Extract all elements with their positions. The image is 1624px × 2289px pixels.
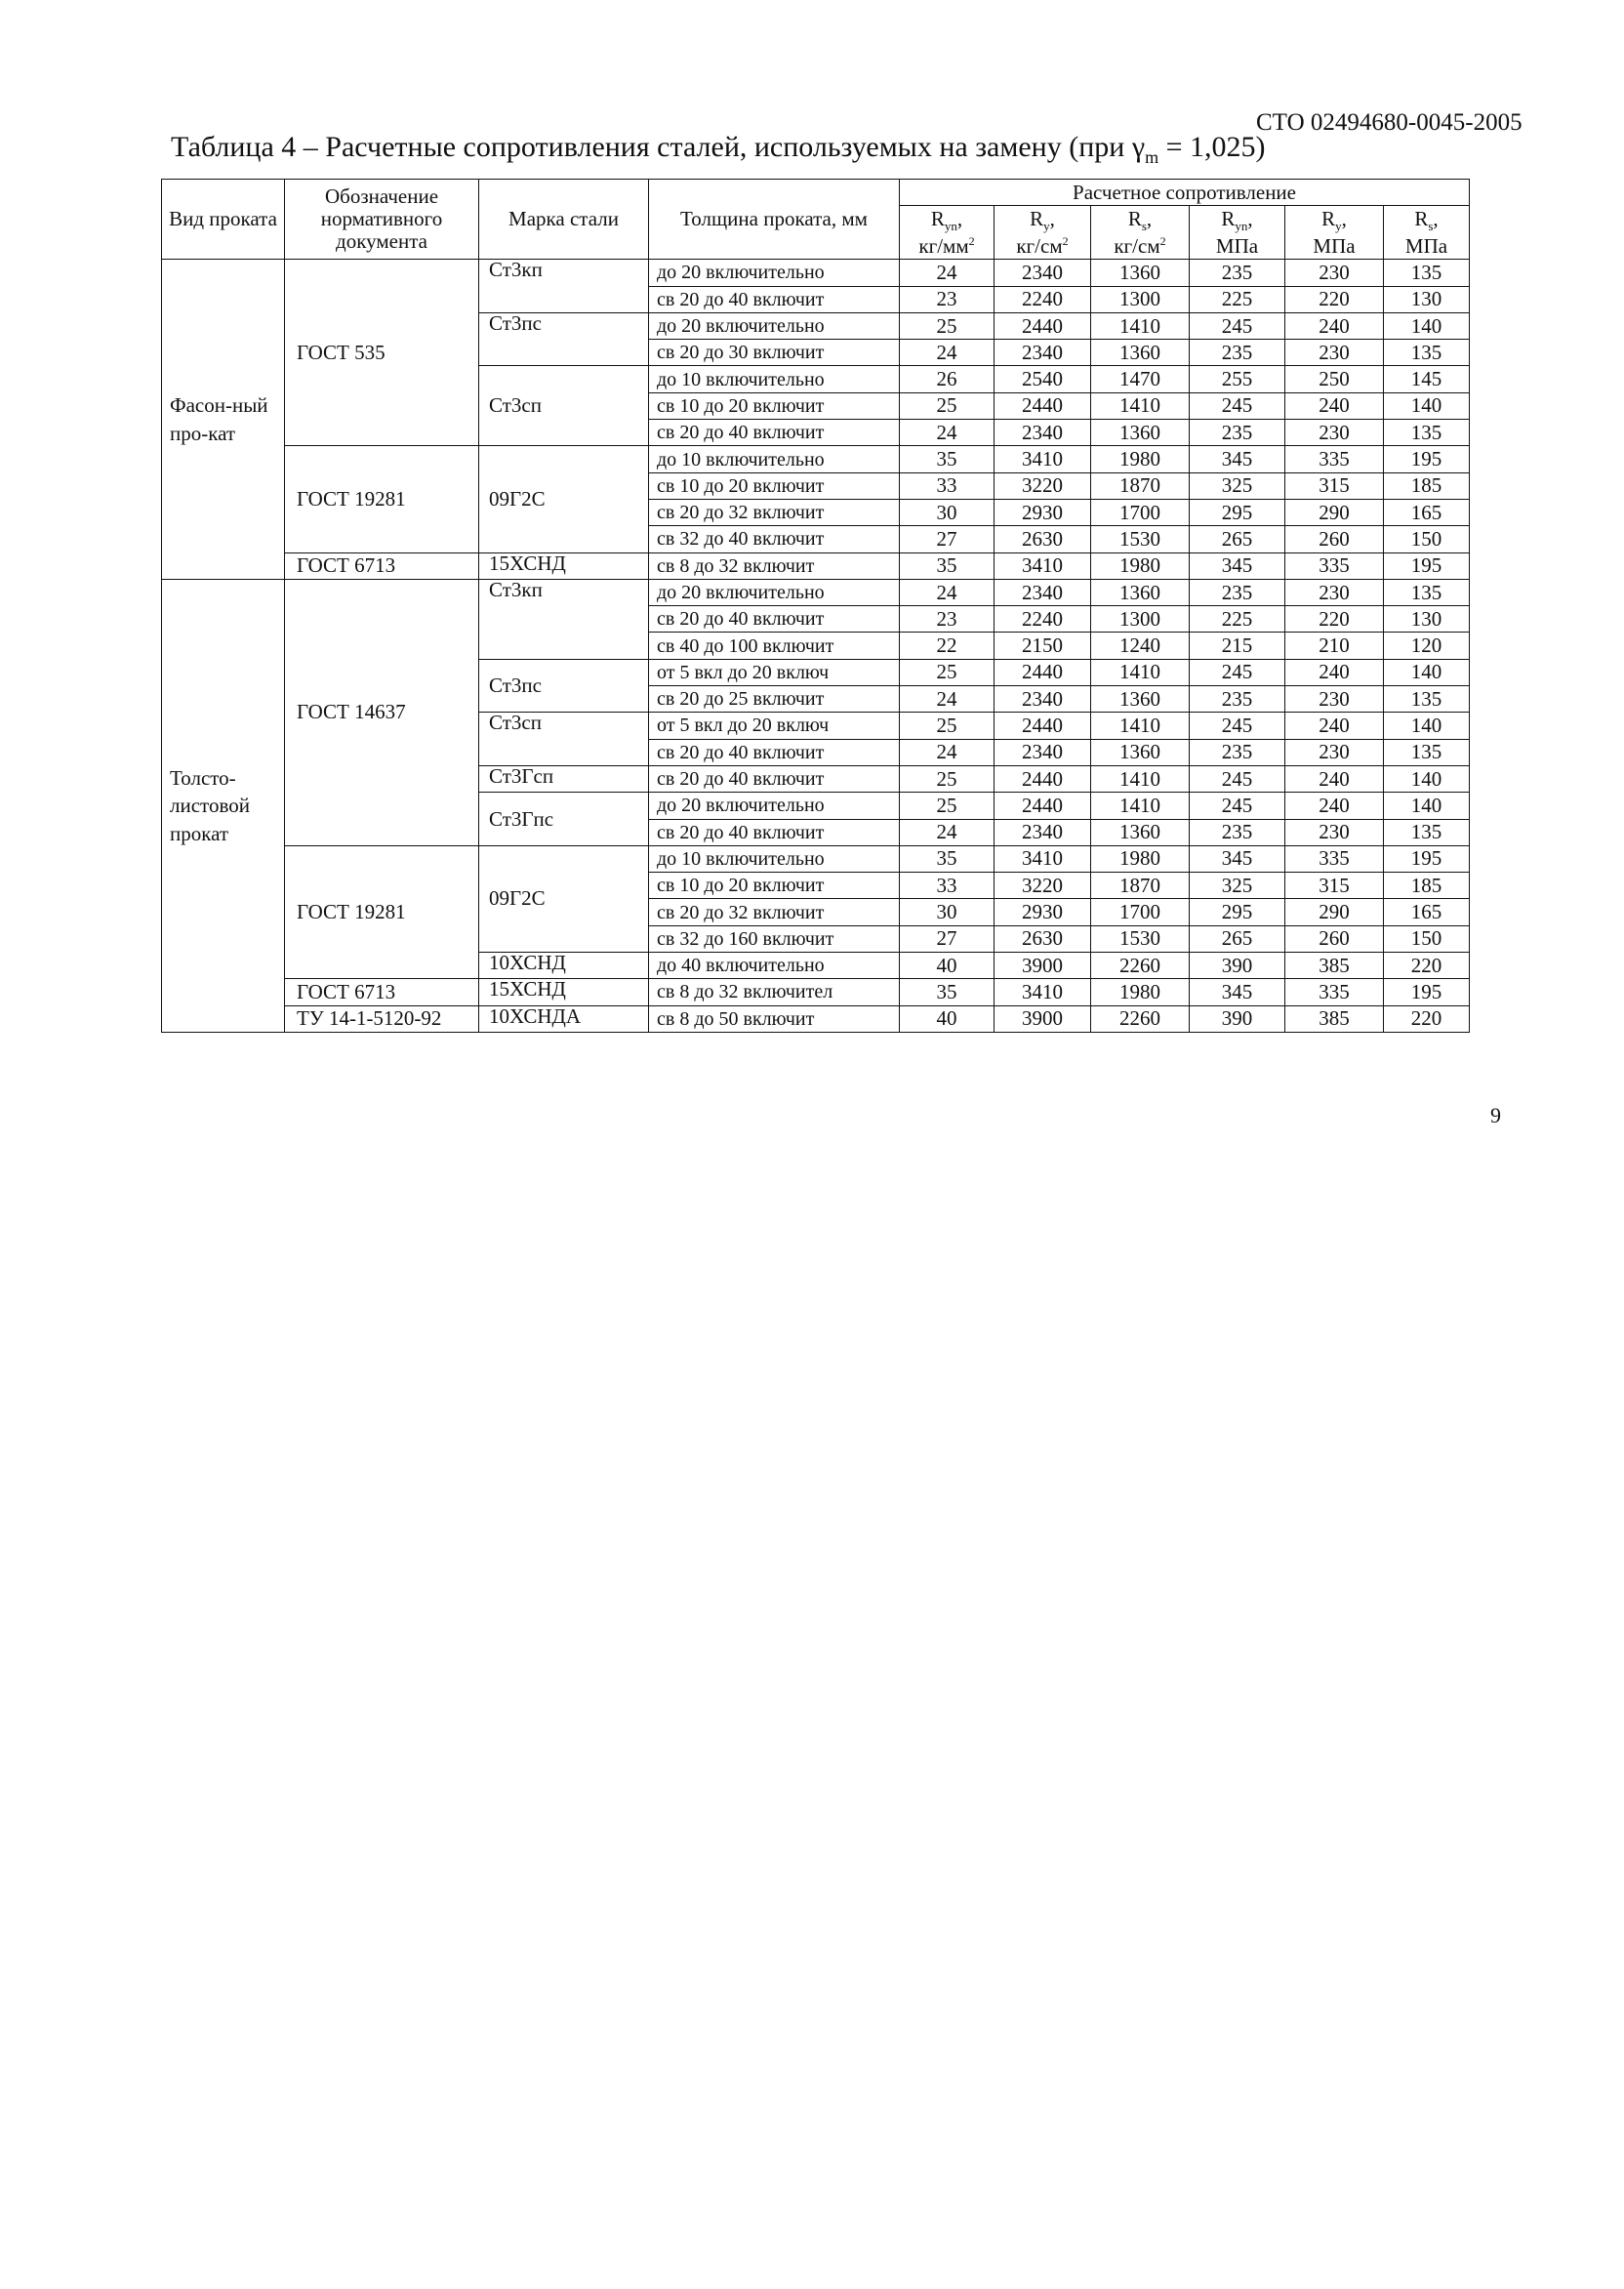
value-cell: 235 [1190,420,1285,446]
value-cell: 2260 [1091,953,1190,979]
value-cell: 2150 [995,633,1091,659]
value-cell: 1410 [1091,312,1190,339]
value-cell: 185 [1384,472,1470,499]
value-cell: 2440 [995,392,1091,419]
value-cell: 245 [1190,713,1285,739]
value-cell: 235 [1190,739,1285,765]
value-cell: 33 [900,873,995,899]
standard-cell: ГОСТ 14637 [285,579,479,845]
value-cell: 325 [1190,472,1285,499]
standard-cell: ГОСТ 6713 [285,979,479,1005]
caption-prefix: Таблица 4 – Расчетные сопротивления сталей, используемых на замену (при γ [171,131,1146,163]
table-row [162,579,1470,605]
value-cell: 260 [1285,925,1384,952]
value-cell: 2630 [995,925,1091,952]
value-cell: 2440 [995,713,1091,739]
thickness-cell: от 5 вкл до 20 включ [649,713,900,739]
value-cell: 315 [1285,873,1384,899]
value-cell: 1700 [1091,499,1190,525]
value-cell: 230 [1285,819,1384,845]
thickness-cell: до 20 включительно [649,260,900,286]
steel-grade-cell: 15ХСНД [479,552,649,579]
value-cell: 2440 [995,312,1091,339]
steel-grade-cell: Ст3Гпс [479,793,649,846]
value-cell: 25 [900,713,995,739]
value-cell: 235 [1190,260,1285,286]
thickness-cell: св 20 до 32 включит [649,499,900,525]
value-cell: 1870 [1091,873,1190,899]
value-cell: 345 [1190,446,1285,472]
value-cell: 390 [1190,953,1285,979]
value-cell: 1980 [1091,979,1190,1005]
value-cell: 2630 [995,526,1091,552]
head-col-1: $R_y$, $кг/см^2$ [995,206,1091,260]
steel-grade-cell: 10ХСНД [479,953,649,979]
head-grade: Марка стали [479,180,649,260]
value-cell: 1360 [1091,579,1190,605]
value-cell: 1410 [1091,765,1190,792]
value-cell: 2440 [995,659,1091,685]
value-cell: 1470 [1091,366,1190,392]
thickness-cell: св 32 до 160 включит [649,925,900,952]
value-cell: 24 [900,686,995,713]
value-cell: 2440 [995,793,1091,819]
value-cell: 120 [1384,633,1470,659]
value-cell: 2340 [995,819,1091,845]
value-cell: 23 [900,286,995,312]
value-cell: 325 [1190,873,1285,899]
value-cell: 345 [1190,845,1285,872]
value-cell: 235 [1190,686,1285,713]
value-cell: 150 [1384,925,1470,952]
value-cell: 335 [1285,979,1384,1005]
value-cell: 2930 [995,499,1091,525]
value-cell: 1360 [1091,686,1190,713]
value-cell: 2240 [995,606,1091,633]
value-cell: 195 [1384,845,1470,872]
value-cell: 140 [1384,392,1470,419]
value-cell: 2240 [995,286,1091,312]
value-cell: 195 [1384,446,1470,472]
value-cell: 245 [1190,793,1285,819]
value-cell: 255 [1190,366,1285,392]
value-cell: 135 [1384,579,1470,605]
thickness-cell: св 40 до 100 включит [649,633,900,659]
value-cell: 140 [1384,765,1470,792]
head-row-1 [162,180,1470,206]
thickness-cell: до 20 включительно [649,793,900,819]
value-cell: 335 [1285,845,1384,872]
value-cell: 390 [1190,1005,1285,1032]
value-cell: 25 [900,659,995,685]
value-cell: 1410 [1091,392,1190,419]
value-cell: 24 [900,260,995,286]
value-cell: 1980 [1091,552,1190,579]
value-cell: 27 [900,925,995,952]
value-cell: 225 [1190,286,1285,312]
thickness-cell: св 10 до 20 включит [649,392,900,419]
rolled-kind-cell: Фасон-ный про-кат [162,260,285,580]
value-cell: 3410 [995,979,1091,1005]
value-cell: 265 [1190,925,1285,952]
table-body [162,260,1470,1033]
value-cell: 245 [1190,392,1285,419]
value-cell: 3410 [995,446,1091,472]
value-cell: 235 [1190,340,1285,366]
value-cell: 225 [1190,606,1285,633]
page-number: 9 [1490,1103,1501,1127]
table-row [162,845,1470,872]
value-cell: 290 [1285,899,1384,925]
thickness-cell: до 10 включительно [649,366,900,392]
thickness-cell: до 20 включительно [649,312,900,339]
caption-suffix: = 1,025) [1158,131,1266,163]
value-cell: 2260 [1091,1005,1190,1032]
value-cell: 235 [1190,579,1285,605]
value-cell: 230 [1285,260,1384,286]
value-cell: 220 [1384,1005,1470,1032]
head-col-3: $R_{yn}$, МПа [1190,206,1285,260]
value-cell: 1870 [1091,472,1190,499]
thickness-cell: до 10 включительно [649,446,900,472]
standard-cell: ГОСТ 19281 [285,446,479,552]
table-row [162,260,1470,286]
value-cell: 3900 [995,953,1091,979]
value-cell: 130 [1384,286,1470,312]
thickness-cell: св 8 до 50 включит [649,1005,900,1032]
value-cell: 24 [900,420,995,446]
value-cell: 25 [900,312,995,339]
standard-cell: ГОСТ 19281 [285,845,479,978]
value-cell: 35 [900,446,995,472]
value-cell: 345 [1190,552,1285,579]
head-col-4: $R_y$, МПа [1285,206,1384,260]
head-col-5: $R_s$, МПа [1384,206,1470,260]
value-cell: 1360 [1091,340,1190,366]
value-cell: 165 [1384,899,1470,925]
value-cell: 335 [1285,552,1384,579]
value-cell: 2340 [995,420,1091,446]
steel-grade-cell: 09Г2С [479,845,649,952]
steel-grade-cell: Ст3сп [479,713,649,766]
value-cell: 135 [1384,420,1470,446]
value-cell: 24 [900,340,995,366]
steel-grade-cell: Ст3пс [479,659,649,713]
value-cell: 1360 [1091,739,1190,765]
value-cell: 25 [900,392,995,419]
standard-cell: ГОСТ 535 [285,260,479,446]
value-cell: 40 [900,953,995,979]
value-cell: 245 [1190,312,1285,339]
value-cell: 1410 [1091,713,1190,739]
thickness-cell: от 5 вкл до 20 включ [649,659,900,685]
thickness-cell: св 8 до 32 включител [649,979,900,1005]
value-cell: 240 [1285,713,1384,739]
value-cell: 23 [900,606,995,633]
value-cell: 230 [1285,340,1384,366]
value-cell: 35 [900,552,995,579]
steel-grade-cell: Ст3Гсп [479,765,649,792]
table-caption [171,131,1266,168]
value-cell: 260 [1285,526,1384,552]
value-cell: 24 [900,819,995,845]
thickness-cell: до 10 включительно [649,845,900,872]
value-cell: 230 [1285,686,1384,713]
standard-cell: ГОСТ 6713 [285,552,479,579]
steel-grade-cell: 15ХСНД [479,979,649,1005]
value-cell: 1530 [1091,925,1190,952]
value-cell: 30 [900,899,995,925]
table-head [162,180,1470,260]
head-col-2: $R_s$, $кг/см^2$ [1091,206,1190,260]
value-cell: 1360 [1091,420,1190,446]
thickness-cell: св 10 до 20 включит [649,873,900,899]
value-cell: 385 [1285,953,1384,979]
steel-grade-cell: Ст3сп [479,366,649,446]
value-cell: 33 [900,472,995,499]
value-cell: 22 [900,633,995,659]
value-cell: 135 [1384,260,1470,286]
head-thickness: Толщина проката, мм [649,180,900,260]
value-cell: 24 [900,579,995,605]
value-cell: 145 [1384,366,1470,392]
steel-grade-cell: Ст3кп [479,579,649,659]
value-cell: 2340 [995,260,1091,286]
document-code: СТО 02494680-0045-2005 [1256,109,1522,136]
value-cell: 335 [1285,446,1384,472]
thickness-cell: св 20 до 30 включит [649,340,900,366]
value-cell: 2930 [995,899,1091,925]
value-cell: 1240 [1091,633,1190,659]
value-cell: 1360 [1091,819,1190,845]
rolled-kind-cell: Толсто-листовой прокат [162,579,285,1032]
value-cell: 3900 [995,1005,1091,1032]
value-cell: 1530 [1091,526,1190,552]
value-cell: 3410 [995,552,1091,579]
value-cell: 3220 [995,472,1091,499]
value-cell: 27 [900,526,995,552]
value-cell: 150 [1384,526,1470,552]
value-cell: 135 [1384,340,1470,366]
thickness-cell: св 20 до 32 включит [649,899,900,925]
head-kind: Вид проката [162,180,285,260]
value-cell: 2540 [995,366,1091,392]
thickness-cell: св 20 до 40 включит [649,606,900,633]
steel-grade-cell: Ст3кп [479,260,649,313]
value-cell: 230 [1285,579,1384,605]
value-cell: 2340 [995,739,1091,765]
value-cell: 2340 [995,340,1091,366]
value-cell: 295 [1190,899,1285,925]
value-cell: 25 [900,793,995,819]
value-cell: 1700 [1091,899,1190,925]
value-cell: 265 [1190,526,1285,552]
value-cell: 1980 [1091,446,1190,472]
table-row [162,979,1470,1005]
steel-grade-cell: Ст3пс [479,312,649,366]
thickness-cell: св 8 до 32 включит [649,552,900,579]
value-cell: 240 [1285,312,1384,339]
value-cell: 40 [900,1005,995,1032]
value-cell: 230 [1285,739,1384,765]
standard-cell: ТУ 14-1-5120-92 [285,1005,479,1032]
value-cell: 24 [900,739,995,765]
value-cell: 30 [900,499,995,525]
steel-resistance-table [161,179,1470,1033]
value-cell: 1410 [1091,659,1190,685]
value-cell: 210 [1285,633,1384,659]
table-row [162,446,1470,472]
value-cell: 185 [1384,873,1470,899]
thickness-cell: св 20 до 40 включит [649,765,900,792]
value-cell: 385 [1285,1005,1384,1032]
value-cell: 135 [1384,739,1470,765]
value-cell: 220 [1285,286,1384,312]
value-cell: 315 [1285,472,1384,499]
value-cell: 2340 [995,579,1091,605]
value-cell: 1300 [1091,286,1190,312]
caption-subscript: m [1145,147,1159,167]
value-cell: 295 [1190,499,1285,525]
value-cell: 245 [1190,659,1285,685]
thickness-cell: св 10 до 20 включит [649,472,900,499]
steel-grade-cell: 09Г2С [479,446,649,552]
value-cell: 290 [1285,499,1384,525]
table-row [162,552,1470,579]
value-cell: 140 [1384,659,1470,685]
head-col-0: $R_{yn}$, $кг/мм^2$ [900,206,995,260]
thickness-cell: св 20 до 25 включит [649,686,900,713]
value-cell: 130 [1384,606,1470,633]
value-cell: 1360 [1091,260,1190,286]
thickness-cell: св 20 до 40 включит [649,819,900,845]
thickness-cell: св 32 до 40 включит [649,526,900,552]
value-cell: 240 [1285,659,1384,685]
table-row [162,1005,1470,1032]
value-cell: 240 [1285,392,1384,419]
value-cell: 140 [1384,312,1470,339]
value-cell: 240 [1285,793,1384,819]
value-cell: 2340 [995,686,1091,713]
thickness-cell: до 40 включительно [649,953,900,979]
value-cell: 220 [1285,606,1384,633]
value-cell: 25 [900,765,995,792]
value-cell: 35 [900,979,995,1005]
value-cell: 230 [1285,420,1384,446]
value-cell: 3410 [995,845,1091,872]
thickness-cell: св 20 до 40 включит [649,739,900,765]
value-cell: 1300 [1091,606,1190,633]
thickness-cell: св 20 до 40 включит [649,420,900,446]
value-cell: 195 [1384,979,1470,1005]
value-cell: 245 [1190,765,1285,792]
thickness-cell: до 20 включительно [649,579,900,605]
value-cell: 3220 [995,873,1091,899]
value-cell: 1980 [1091,845,1190,872]
value-cell: 140 [1384,713,1470,739]
head-group: Расчетное сопротивление [900,180,1470,206]
value-cell: 215 [1190,633,1285,659]
value-cell: 235 [1190,819,1285,845]
value-cell: 35 [900,845,995,872]
steel-grade-cell: 10ХСНДА [479,1005,649,1032]
value-cell: 1410 [1091,793,1190,819]
value-cell: 240 [1285,765,1384,792]
value-cell: 135 [1384,819,1470,845]
value-cell: 140 [1384,793,1470,819]
value-cell: 220 [1384,953,1470,979]
value-cell: 250 [1285,366,1384,392]
head-std: Обозначение нормативного документа [285,180,479,260]
value-cell: 26 [900,366,995,392]
value-cell: 165 [1384,499,1470,525]
value-cell: 345 [1190,979,1285,1005]
value-cell: 2440 [995,765,1091,792]
value-cell: 135 [1384,686,1470,713]
value-cell: 195 [1384,552,1470,579]
thickness-cell: св 20 до 40 включит [649,286,900,312]
